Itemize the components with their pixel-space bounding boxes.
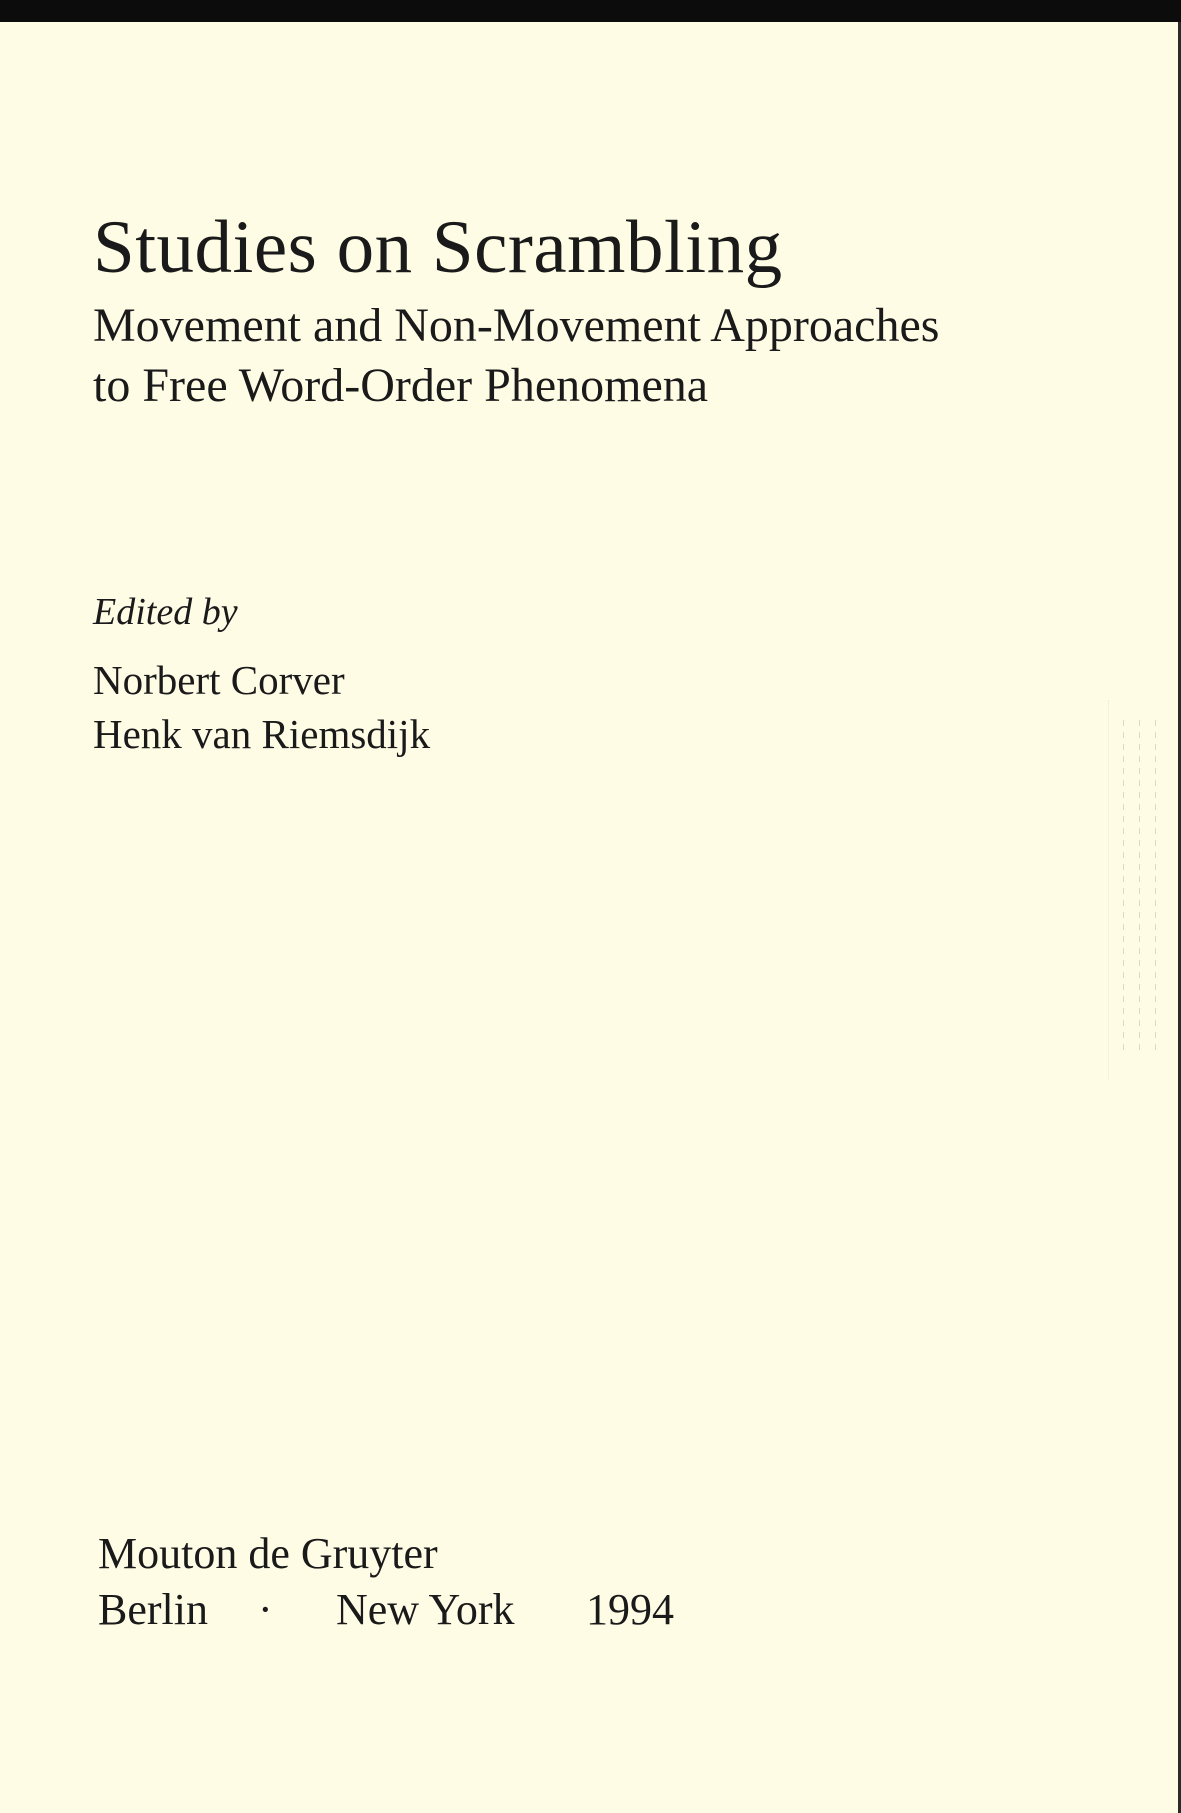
publication-year: 1994 — [586, 1585, 674, 1634]
editor-name: Henk van Riemsdijk — [93, 711, 431, 757]
book-subtitle-line-1: Movement and Non-Movement Approaches — [93, 299, 940, 352]
publisher-name: Mouton de Gruyter — [98, 1529, 438, 1578]
imprint-separator: · — [258, 1585, 273, 1634]
scan-top-edge — [0, 0, 1181, 22]
stamp-mark — [1139, 720, 1140, 1050]
editor-name: Norbert Corver — [93, 657, 345, 703]
book-subtitle-line-2: to Free Word-Order Phenomena — [93, 359, 709, 412]
library-stamp — [1108, 700, 1169, 1080]
stamp-mark — [1155, 720, 1156, 1050]
imprint-city: New York — [336, 1585, 515, 1634]
book-title: Studies on Scrambling — [93, 206, 783, 289]
imprint-city: Berlin — [98, 1585, 208, 1634]
stamp-mark — [1123, 720, 1124, 1050]
edited-by-label: Edited by — [93, 591, 238, 633]
